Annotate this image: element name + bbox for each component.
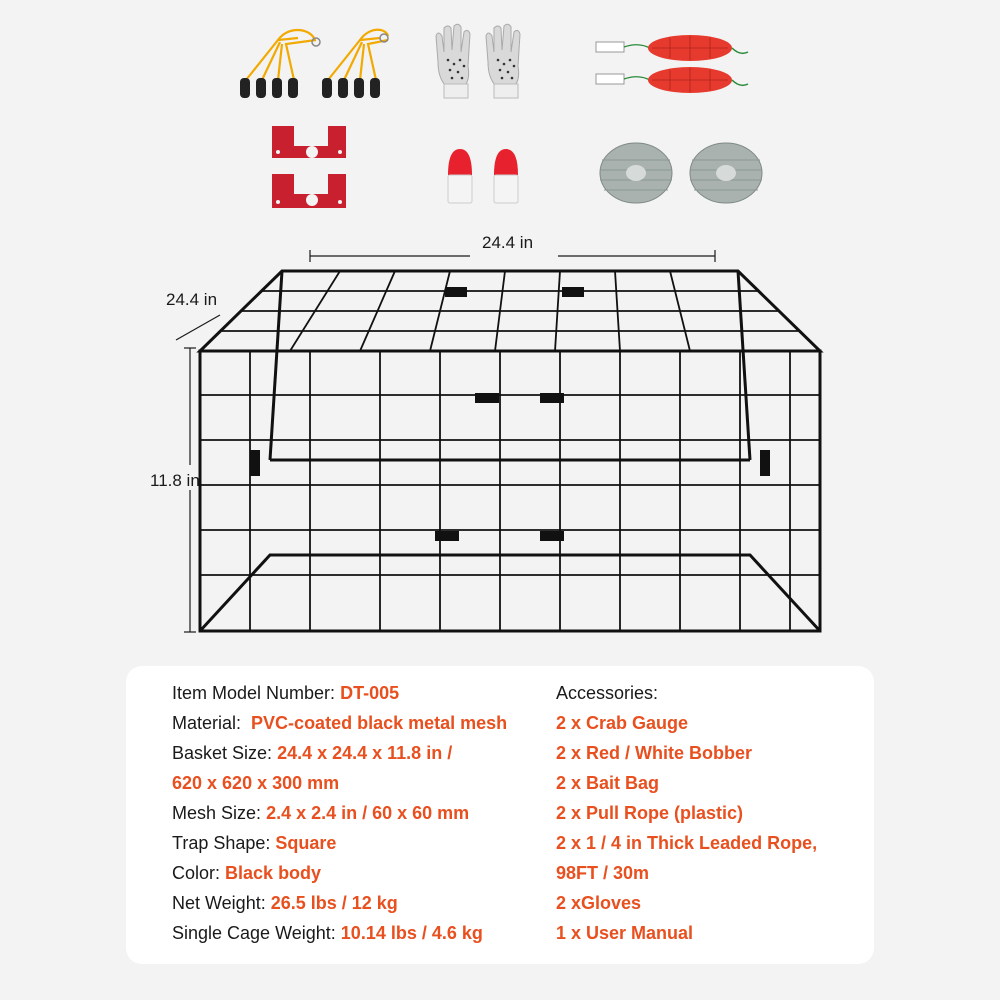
bungee-cords-image — [228, 18, 398, 103]
accessory-item: 2 x Pull Rope (plastic) — [556, 803, 744, 823]
bait-bags-image — [590, 30, 760, 102]
basket-size-value: 24.4 x 24.4 x 11.8 in / — [277, 743, 453, 763]
color-value: Black body — [225, 863, 322, 883]
rope-coils-image — [598, 140, 766, 206]
accessories-heading: Accessories: — [556, 683, 659, 703]
trap-shape-value: Square — [275, 833, 337, 853]
trap-shape-label: Trap Shape: — [172, 833, 271, 853]
net-weight-label: Net Weight: — [172, 893, 266, 913]
material-row — [172, 713, 507, 734]
trap-shape-row — [172, 833, 336, 854]
mesh-size-row — [172, 803, 469, 824]
single-cage-weight-label: Single Cage Weight: — [172, 923, 336, 943]
material-label: Material: — [172, 713, 242, 733]
accessory-item: 1 x User Manual — [556, 923, 694, 943]
single-cage-weight-row — [172, 923, 483, 944]
model-row — [172, 683, 399, 704]
accessory-item: 2 x Crab Gauge — [556, 713, 689, 733]
crab-gauges-image — [268, 122, 350, 212]
mesh-size-label: Mesh Size: — [172, 803, 262, 823]
depth-dimension-label: 24.4 in — [166, 290, 218, 309]
crab-trap-cage-image — [190, 255, 840, 645]
specifications-card — [126, 666, 874, 964]
material-value: PVC-coated black metal mesh — [251, 713, 508, 733]
model-label: Item Model Number: — [172, 683, 336, 703]
accessory-item: 2 x 1 / 4 in Thick Leaded Rope, — [556, 833, 818, 853]
color-label: Color: — [172, 863, 221, 883]
basket-size-label: Basket Size: — [172, 743, 273, 763]
net-weight-value: 26.5 lbs / 12 kg — [270, 893, 398, 913]
accessory-item: 2 x Bait Bag — [556, 773, 660, 793]
color-row — [172, 863, 321, 884]
gloves-image — [432, 22, 528, 102]
accessory-item: 2 xGloves — [556, 893, 642, 913]
single-cage-weight-value: 10.14 lbs / 4.6 kg — [340, 923, 483, 943]
basket-size-row — [172, 743, 452, 764]
net-weight-row — [172, 893, 398, 914]
accessory-item: 98FT / 30m — [556, 863, 650, 883]
width-dimension-label: 24.4 in — [482, 233, 534, 252]
accessory-item: 2 x Red / White Bobber — [556, 743, 753, 763]
mesh-size-value: 2.4 x 2.4 in / 60 x 60 mm — [266, 803, 470, 823]
model-value: DT-005 — [340, 683, 400, 703]
basket-size-row-cont — [172, 773, 339, 794]
bobbers-image — [442, 145, 524, 207]
height-dimension-label: 11.8 in — [150, 471, 200, 490]
basket-size-metric-value: 620 x 620 x 300 mm — [172, 773, 340, 793]
